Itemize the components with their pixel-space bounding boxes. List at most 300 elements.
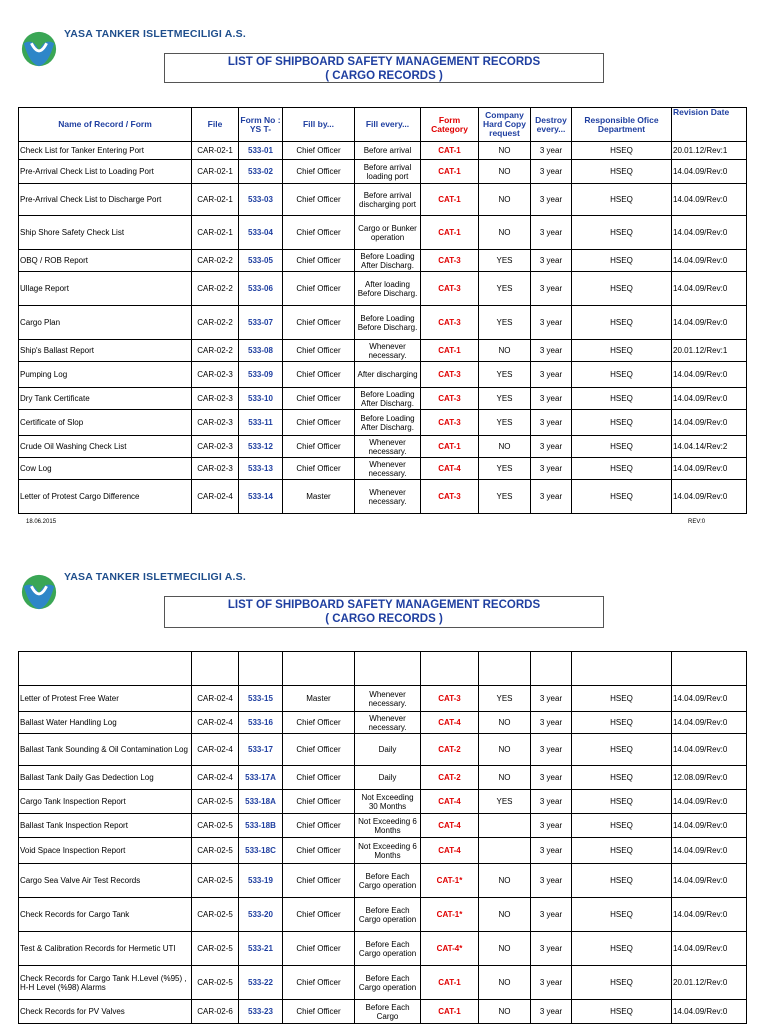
table-row	[19, 712, 747, 734]
record-revision: 14.04.09/Rev:0	[672, 838, 747, 864]
record-fill-every: Daily	[355, 734, 421, 766]
record-name: Check Records for Cargo Tank H.Level (%95) , H-H Level (%98) Alarms	[19, 966, 192, 1000]
record-name: Pumping Log	[19, 362, 192, 388]
record-destroy: 3 year	[531, 362, 572, 388]
record-file: CAR-02-4	[192, 766, 239, 790]
table-row	[19, 790, 747, 814]
record-form-no: 533-16	[239, 712, 283, 734]
record-hard-copy: YES	[479, 410, 531, 436]
record-category: CAT-2	[421, 766, 479, 790]
record-category: CAT-1	[421, 160, 479, 184]
record-destroy: 3 year	[531, 458, 572, 480]
record-fill-every: Whenever necessary.	[355, 712, 421, 734]
record-file: CAR-02-4	[192, 734, 239, 766]
record-name: Void Space Inspection Report	[19, 838, 192, 864]
record-hard-copy: YES	[479, 388, 531, 410]
record-name: Ballast Tank Sounding & Oil Contamination Log	[19, 734, 192, 766]
record-fill-by: Chief Officer	[283, 766, 355, 790]
record-revision: 14.04.09/Rev:0	[672, 864, 747, 898]
record-category: CAT-2	[421, 734, 479, 766]
record-form-no: 533-18A	[239, 790, 283, 814]
record-revision: 14.04.09/Rev:0	[672, 790, 747, 814]
record-hard-copy	[479, 838, 531, 864]
record-file: CAR-02-2	[192, 250, 239, 272]
record-file: CAR-02-5	[192, 932, 239, 966]
record-destroy: 3 year	[531, 306, 572, 340]
table-header-row-empty	[19, 652, 747, 686]
record-hard-copy: NO	[479, 766, 531, 790]
record-category: CAT-1	[421, 340, 479, 362]
record-category: CAT-1	[421, 966, 479, 1000]
record-category: CAT-3	[421, 410, 479, 436]
record-fill-by: Chief Officer	[283, 898, 355, 932]
record-hard-copy: YES	[479, 306, 531, 340]
record-fill-every: Whenever necessary.	[355, 686, 421, 712]
record-form-no: 533-02	[239, 160, 283, 184]
record-fill-by: Chief Officer	[283, 436, 355, 458]
col-header-form-category: Form Category	[421, 108, 479, 142]
record-name: Ship Shore Safety Check List	[19, 216, 192, 250]
col-header-fill-every: Fill every...	[355, 108, 421, 142]
record-name: Letter of Protest Cargo Difference	[19, 480, 192, 514]
record-name: Crude Oil Washing Check List	[19, 436, 192, 458]
table-row	[19, 932, 747, 966]
record-destroy: 3 year	[531, 272, 572, 306]
record-revision: 14.04.09/Rev:0	[672, 734, 747, 766]
record-revision: 14.04.09/Rev:0	[672, 932, 747, 966]
record-revision: 14.04.09/Rev:0	[672, 898, 747, 932]
record-category: CAT-1	[421, 216, 479, 250]
record-destroy: 3 year	[531, 838, 572, 864]
record-form-no: 533-17A	[239, 766, 283, 790]
record-file: CAR-02-3	[192, 410, 239, 436]
title-line-1: LIST OF SHIPBOARD SAFETY MANAGEMENT RECORDS	[227, 599, 541, 611]
record-form-no: 533-05	[239, 250, 283, 272]
record-category: CAT-3	[421, 480, 479, 514]
record-form-no: 533-13	[239, 458, 283, 480]
record-revision: 14.04.09/Rev:0	[672, 814, 747, 838]
record-department: HSEQ	[572, 340, 672, 362]
record-file: CAR-02-1	[192, 142, 239, 160]
company-name: YASA TANKER ISLETMECILIGI A.S.	[64, 571, 246, 583]
record-fill-by: Chief Officer	[283, 184, 355, 216]
record-revision: 20.01.12/Rev:1	[672, 340, 747, 362]
record-hard-copy: NO	[479, 436, 531, 458]
record-revision: 20.01.12/Rev:1	[672, 142, 747, 160]
record-destroy: 3 year	[531, 814, 572, 838]
record-hard-copy: YES	[479, 790, 531, 814]
record-destroy: 3 year	[531, 480, 572, 514]
record-fill-by: Chief Officer	[283, 1000, 355, 1024]
table-row	[19, 216, 747, 250]
record-department: HSEQ	[572, 410, 672, 436]
record-category: CAT-1*	[421, 864, 479, 898]
table-row	[19, 966, 747, 1000]
record-fill-every: Not Exceeding 30 Months	[355, 790, 421, 814]
record-category: CAT-4	[421, 814, 479, 838]
record-category: CAT-1*	[421, 898, 479, 932]
record-destroy: 3 year	[531, 766, 572, 790]
record-fill-every: After loading Before Discharg.	[355, 272, 421, 306]
record-hard-copy: YES	[479, 272, 531, 306]
record-destroy: 3 year	[531, 734, 572, 766]
record-name: Pre-Arrival Check List to Loading Port	[19, 160, 192, 184]
record-form-no: 533-15	[239, 686, 283, 712]
record-revision: 20.01.12/Rev:0	[672, 966, 747, 1000]
record-file: CAR-02-5	[192, 898, 239, 932]
record-name: Ship's Ballast Report	[19, 340, 192, 362]
record-form-no: 533-06	[239, 272, 283, 306]
table-row	[19, 898, 747, 932]
record-form-no: 533-04	[239, 216, 283, 250]
record-file: CAR-02-2	[192, 340, 239, 362]
record-category: CAT-1	[421, 1000, 479, 1024]
col-header-responsible: Responsible Ofice Department	[572, 108, 672, 142]
record-destroy: 3 year	[531, 436, 572, 458]
record-hard-copy: NO	[479, 216, 531, 250]
table-row	[19, 458, 747, 480]
record-form-no: 533-08	[239, 340, 283, 362]
record-fill-by: Chief Officer	[283, 838, 355, 864]
record-file: CAR-02-5	[192, 864, 239, 898]
record-fill-by: Chief Officer	[283, 362, 355, 388]
record-department: HSEQ	[572, 184, 672, 216]
record-fill-every: Before Each Cargo operation	[355, 864, 421, 898]
table-row	[19, 734, 747, 766]
table-row	[19, 864, 747, 898]
col-header-revision: Revision Date	[672, 108, 747, 142]
record-hard-copy: NO	[479, 898, 531, 932]
record-fill-by: Chief Officer	[283, 250, 355, 272]
record-name: OBQ / ROB Report	[19, 250, 192, 272]
record-fill-by: Chief Officer	[283, 160, 355, 184]
table-row	[19, 436, 747, 458]
record-department: HSEQ	[572, 272, 672, 306]
record-department: HSEQ	[572, 838, 672, 864]
record-department: HSEQ	[572, 250, 672, 272]
record-department: HSEQ	[572, 388, 672, 410]
table-row	[19, 838, 747, 864]
record-name: Cargo Sea Valve Air Test Records	[19, 864, 192, 898]
record-hard-copy: NO	[479, 734, 531, 766]
record-revision: 12.08.09/Rev:0	[672, 766, 747, 790]
record-category: CAT-3	[421, 686, 479, 712]
record-department: HSEQ	[572, 766, 672, 790]
record-category: CAT-1	[421, 142, 479, 160]
record-fill-every: Not Exceeding 6 Months	[355, 838, 421, 864]
col-header-file: File	[192, 108, 239, 142]
record-hard-copy: YES	[479, 250, 531, 272]
record-file: CAR-02-3	[192, 436, 239, 458]
record-revision: 14.04.09/Rev:0	[672, 712, 747, 734]
record-form-no: 533-20	[239, 898, 283, 932]
record-hard-copy: YES	[479, 686, 531, 712]
record-fill-every: Whenever necessary.	[355, 458, 421, 480]
document-title	[164, 53, 604, 83]
record-department: HSEQ	[572, 436, 672, 458]
record-fill-by: Chief Officer	[283, 932, 355, 966]
record-revision: 14.04.09/Rev:0	[672, 480, 747, 514]
table-row	[19, 142, 747, 160]
record-fill-by: Chief Officer	[283, 734, 355, 766]
record-revision: 14.04.09/Rev:0	[672, 250, 747, 272]
record-name: Pre-Arrival Check List to Discharge Port	[19, 184, 192, 216]
footer-revision: REV:0	[688, 519, 706, 525]
record-fill-every: Before arrival	[355, 142, 421, 160]
record-department: HSEQ	[572, 734, 672, 766]
table-row	[19, 410, 747, 436]
record-fill-every: Before Loading After Discharg.	[355, 410, 421, 436]
col-header-name: Name of Record / Form	[19, 108, 192, 142]
record-destroy: 3 year	[531, 160, 572, 184]
record-destroy: 3 year	[531, 686, 572, 712]
record-destroy: 3 year	[531, 966, 572, 1000]
record-destroy: 3 year	[531, 388, 572, 410]
record-fill-by: Chief Officer	[283, 142, 355, 160]
record-fill-every: Before Loading Before Discharg.	[355, 306, 421, 340]
record-destroy: 3 year	[531, 410, 572, 436]
record-revision: 14.04.09/Rev:0	[672, 410, 747, 436]
record-revision: 14.04.09/Rev:0	[672, 458, 747, 480]
record-fill-by: Chief Officer	[283, 340, 355, 362]
col-header-destroy: Destroy every...	[531, 108, 572, 142]
record-form-no: 533-23	[239, 1000, 283, 1024]
record-category: CAT-3	[421, 362, 479, 388]
record-destroy: 3 year	[531, 712, 572, 734]
record-file: CAR-02-5	[192, 814, 239, 838]
table-row	[19, 340, 747, 362]
record-hard-copy: NO	[479, 1000, 531, 1024]
record-revision: 14.04.09/Rev:0	[672, 272, 747, 306]
record-fill-by: Chief Officer	[283, 966, 355, 1000]
record-name: Ballast Tank Daily Gas Dedection Log	[19, 766, 192, 790]
record-fill-by: Master	[283, 480, 355, 514]
title-line-2: ( CARGO RECORDS )	[325, 613, 443, 625]
record-revision: 14.04.14/Rev:2	[672, 436, 747, 458]
record-revision: 14.04.09/Rev:0	[672, 388, 747, 410]
record-form-no: 533-18C	[239, 838, 283, 864]
record-fill-by: Chief Officer	[283, 790, 355, 814]
record-fill-by: Chief Officer	[283, 458, 355, 480]
table-row	[19, 184, 747, 216]
table-header-row	[19, 108, 747, 142]
record-form-no: 533-12	[239, 436, 283, 458]
record-department: HSEQ	[572, 142, 672, 160]
record-file: CAR-02-3	[192, 388, 239, 410]
record-fill-every: Before Loading After Discharg.	[355, 250, 421, 272]
table-row	[19, 814, 747, 838]
record-form-no: 533-10	[239, 388, 283, 410]
record-fill-every: Before Each Cargo operation	[355, 932, 421, 966]
record-fill-every: Before Each Cargo operation	[355, 966, 421, 1000]
record-revision: 14.04.09/Rev:0	[672, 160, 747, 184]
record-fill-every: After discharging	[355, 362, 421, 388]
record-department: HSEQ	[572, 480, 672, 514]
record-form-no: 533-19	[239, 864, 283, 898]
record-form-no: 533-07	[239, 306, 283, 340]
record-category: CAT-3	[421, 250, 479, 272]
record-destroy: 3 year	[531, 932, 572, 966]
record-form-no: 533-11	[239, 410, 283, 436]
record-department: HSEQ	[572, 686, 672, 712]
record-fill-every: Before Each Cargo	[355, 1000, 421, 1024]
record-file: CAR-02-2	[192, 272, 239, 306]
record-fill-by: Chief Officer	[283, 216, 355, 250]
record-category: CAT-4*	[421, 932, 479, 966]
record-file: CAR-02-2	[192, 306, 239, 340]
record-file: CAR-02-3	[192, 458, 239, 480]
record-hard-copy: YES	[479, 362, 531, 388]
record-department: HSEQ	[572, 790, 672, 814]
record-file: CAR-02-5	[192, 790, 239, 814]
company-logo-icon	[20, 573, 58, 611]
record-fill-every: Daily	[355, 766, 421, 790]
record-department: HSEQ	[572, 898, 672, 932]
record-name: Ballast Tank Inspection Report	[19, 814, 192, 838]
record-form-no: 533-18B	[239, 814, 283, 838]
record-department: HSEQ	[572, 306, 672, 340]
record-name: Dry Tank Certificate	[19, 388, 192, 410]
record-destroy: 3 year	[531, 864, 572, 898]
col-header-hard-copy: Company Hard Copy request	[479, 108, 531, 142]
records-table-page-2	[18, 651, 747, 1024]
record-name: Check Records for Cargo Tank	[19, 898, 192, 932]
record-category: CAT-3	[421, 306, 479, 340]
record-department: HSEQ	[572, 712, 672, 734]
record-fill-every: Before arrival discharging port	[355, 184, 421, 216]
record-fill-every: Before Each Cargo operation	[355, 898, 421, 932]
record-hard-copy: NO	[479, 184, 531, 216]
table-row	[19, 272, 747, 306]
record-revision: 14.04.09/Rev:0	[672, 686, 747, 712]
col-header-fill-by: Fill by...	[283, 108, 355, 142]
record-name: Check Records for PV Valves	[19, 1000, 192, 1024]
record-file: CAR-02-5	[192, 966, 239, 1000]
record-department: HSEQ	[572, 864, 672, 898]
record-name: Test & Calibration Records for Hermetic UTI	[19, 932, 192, 966]
record-revision: 14.04.09/Rev:0	[672, 306, 747, 340]
record-category: CAT-1	[421, 184, 479, 216]
record-destroy: 3 year	[531, 1000, 572, 1024]
record-fill-by: Chief Officer	[283, 712, 355, 734]
record-form-no: 533-21	[239, 932, 283, 966]
record-form-no: 533-03	[239, 184, 283, 216]
record-revision: 14.04.09/Rev:0	[672, 362, 747, 388]
record-hard-copy: YES	[479, 458, 531, 480]
record-category: CAT-4	[421, 458, 479, 480]
record-fill-by: Chief Officer	[283, 410, 355, 436]
record-name: Certificate of Slop	[19, 410, 192, 436]
record-destroy: 3 year	[531, 184, 572, 216]
record-name: Check List for Tanker Entering Port	[19, 142, 192, 160]
record-hard-copy: NO	[479, 712, 531, 734]
record-form-no: 533-17	[239, 734, 283, 766]
record-department: HSEQ	[572, 160, 672, 184]
table-row	[19, 306, 747, 340]
company-logo-icon	[20, 30, 58, 68]
record-form-no: 533-22	[239, 966, 283, 1000]
record-form-no: 533-01	[239, 142, 283, 160]
record-fill-every: Whenever necessary.	[355, 340, 421, 362]
title-line-2: ( CARGO RECORDS )	[325, 70, 443, 82]
record-name: Ballast Water Handling Log	[19, 712, 192, 734]
record-hard-copy: YES	[479, 480, 531, 514]
table-row	[19, 388, 747, 410]
records-table-page-1	[18, 107, 747, 514]
record-destroy: 3 year	[531, 790, 572, 814]
table-row	[19, 686, 747, 712]
record-file: CAR-02-3	[192, 362, 239, 388]
record-category: CAT-3	[421, 388, 479, 410]
record-revision: 14.04.09/Rev:0	[672, 216, 747, 250]
record-destroy: 3 year	[531, 250, 572, 272]
record-file: CAR-02-5	[192, 838, 239, 864]
record-file: CAR-02-1	[192, 184, 239, 216]
record-department: HSEQ	[572, 458, 672, 480]
record-destroy: 3 year	[531, 898, 572, 932]
record-category: CAT-3	[421, 272, 479, 306]
table-row	[19, 1000, 747, 1024]
record-hard-copy: NO	[479, 340, 531, 362]
record-destroy: 3 year	[531, 340, 572, 362]
record-fill-by: Chief Officer	[283, 272, 355, 306]
record-category: CAT-4	[421, 838, 479, 864]
record-category: CAT-4	[421, 790, 479, 814]
table-row	[19, 766, 747, 790]
record-fill-every: Cargo or Bunker operation	[355, 216, 421, 250]
record-file: CAR-02-4	[192, 686, 239, 712]
record-form-no: 533-14	[239, 480, 283, 514]
record-name: Cow Log	[19, 458, 192, 480]
record-destroy: 3 year	[531, 216, 572, 250]
record-revision: 14.04.09/Rev:0	[672, 1000, 747, 1024]
page-2	[0, 560, 768, 1024]
title-line-1: LIST OF SHIPBOARD SAFETY MANAGEMENT RECORDS	[227, 56, 541, 68]
record-department: HSEQ	[572, 814, 672, 838]
record-hard-copy: NO	[479, 932, 531, 966]
table-row	[19, 362, 747, 388]
record-hard-copy: NO	[479, 160, 531, 184]
table-row	[19, 250, 747, 272]
record-fill-by: Master	[283, 686, 355, 712]
record-hard-copy	[479, 814, 531, 838]
record-fill-every: Before Loading After Discharg.	[355, 388, 421, 410]
col-header-form-no: Form No : YS T-	[239, 108, 283, 142]
table-row	[19, 480, 747, 514]
record-department: HSEQ	[572, 362, 672, 388]
record-department: HSEQ	[572, 216, 672, 250]
company-name: YASA TANKER ISLETMECILIGI A.S.	[64, 28, 246, 40]
record-name: Cargo Tank Inspection Report	[19, 790, 192, 814]
record-file: CAR-02-1	[192, 216, 239, 250]
document-title	[164, 596, 604, 628]
record-fill-by: Chief Officer	[283, 864, 355, 898]
record-file: CAR-02-6	[192, 1000, 239, 1024]
record-hard-copy: NO	[479, 864, 531, 898]
record-fill-every: Whenever necessary.	[355, 480, 421, 514]
footer-date: 18.06.2015	[26, 519, 57, 525]
record-file: CAR-02-4	[192, 712, 239, 734]
record-file: CAR-02-1	[192, 160, 239, 184]
record-hard-copy: NO	[479, 142, 531, 160]
record-name: Cargo Plan	[19, 306, 192, 340]
record-name: Ullage Report	[19, 272, 192, 306]
record-department: HSEQ	[572, 932, 672, 966]
record-destroy: 3 year	[531, 142, 572, 160]
record-category: CAT-1	[421, 436, 479, 458]
record-department: HSEQ	[572, 1000, 672, 1024]
record-fill-by: Chief Officer	[283, 388, 355, 410]
